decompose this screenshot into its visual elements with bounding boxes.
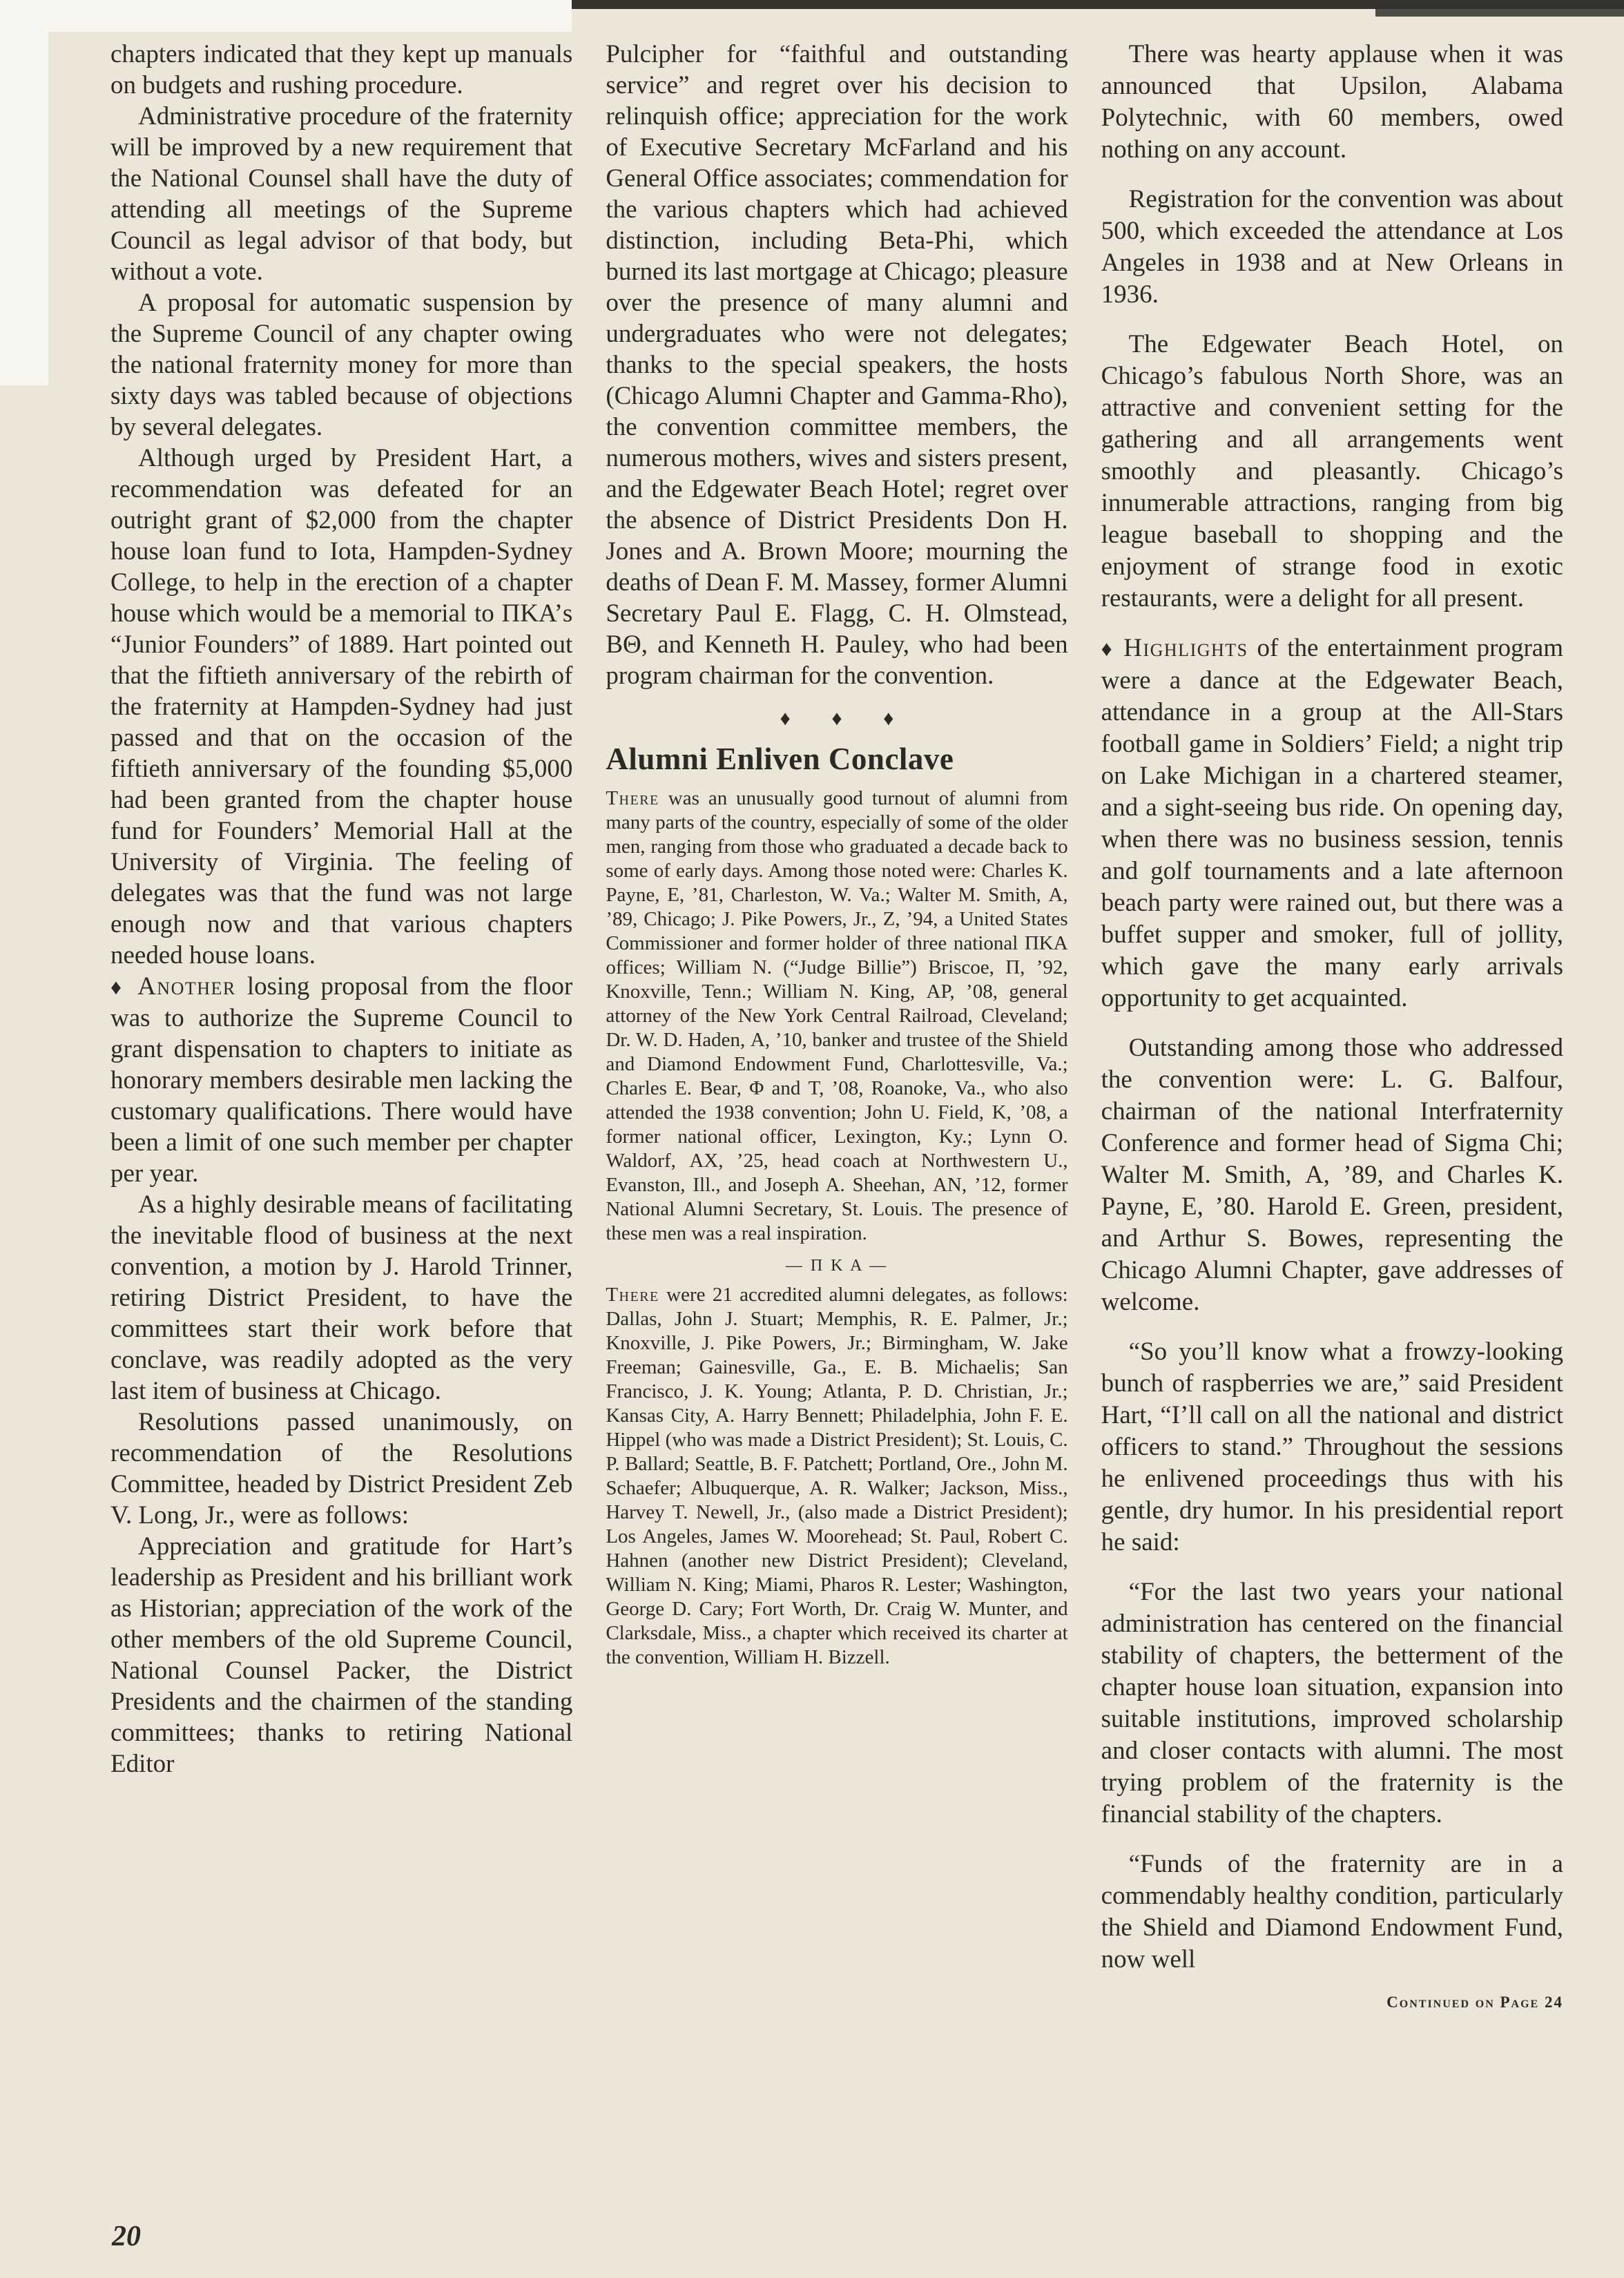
paragraph-text: The Edgewater Beach Hotel, on Chicago’s fabulous North Shore, was an attractive and convenient setting for the gathering and all arrangements went smoothly and pleasantly. Chicago’s innumerable attractions, ranging from big league baseball to shopping and the enjoyment of strange food in exotic restaurants, were a delight for all present. [1101, 330, 1563, 612]
diamond-separator: ♦ ♦ ♦ [780, 707, 912, 730]
continued-note: Continued on Page 24 [1386, 1994, 1563, 2011]
paragraph [110, 287, 572, 443]
paragraph [1101, 329, 1563, 615]
paragraph [606, 39, 1067, 691]
paragraph [1101, 184, 1563, 311]
paragraph [1101, 39, 1563, 166]
diamond-icon: ♦ [1101, 637, 1115, 661]
paragraph-text: were 21 accredited alumni delegates, as follows: Dallas, John J. Stuart; Memphis, R. E. Palmer, Jr.; Knoxville, J. Pike Powers, Jr.; Birmingham, W. Jake Freeman; Gainesville, Ga., E. B. Michaelis; San Francisco, J. K. Young; Atlanta, P. D. Christian, Jr.; Kansas City, A. Harry Bennett; Philadelphia, John F. E. Hippel (who was made a District President); St. Louis, C. P. Ballard; Seattle, B. F. Patchett; Portland, Ore., John M. Schaefer; Albuquerque, A. R. Walker; Jackson, Miss., Harvey T. Newell, Jr., (also made a District President); Los Angeles, James W. Moorehead; St. Paul, Robert C. Hahnen (another new District President); Cleveland, William N. King; Miami, Pharos R. Lester; Washington, George D. Cary; Fort Worth, Dr. Craig W. Munter, and Clarksdale, Miss., a chapter which received its charter at the convention, William H. Bizzell. [606, 1284, 1068, 1668]
column-3 [1101, 39, 1563, 2011]
page-content [110, 39, 1563, 2011]
paragraph-lead: Highlights [1123, 634, 1248, 662]
paragraph-text: chapters indicated that they kept up manuals on budgets and rushing procedure. [110, 40, 573, 99]
paragraph-lead: There [606, 1284, 659, 1306]
paragraph-text: losing proposal from the floor was to authorize the Supreme Council to grant dispensation to chapters to initiate as honorary members desirable men lacking the customary qualifications. There would have been a limit of one such member per chapter per year. [110, 972, 573, 1188]
paragraph-text: “Funds of the fraternity are in a commendably healthy condition, particularly the Shield and Diamond Endowment Fund, now well [1101, 1850, 1563, 1973]
paragraph [1101, 1336, 1563, 1558]
paragraph-text: was an unusually good turnout of alumni from many parts of the country, especially of some of the older men, ranging from those who graduated a decade back to some of early days. Among those noted were: Charles K. Payne, Ε, ’81, Charleston, W. Va.; Walter M. Smith, Α, ’89, Chicago; J. Pike Powers, Jr., Ζ, ’94, a United States Commissioner and former holder of three national ΠΚΑ offices; William N. (“Judge Billie”) Briscoe, Π, ’92, Knoxville, Tenn.; William N. King, ΑΡ, ’08, general attorney of the New York Central Railroad, Cleveland; Dr. W. D. Haden, Α, ’10, banker and trustee of the Shield and Diamond Endowment Fund, Charlottesville, Va.; Charles E. Bear, Φ and Τ, ’08, Roanoke, Va., who also attended the 1938 convention; John U. Field, Κ, ’08, a former national officer, Lexington, Ky.; Lynn O. Waldorf, ΑΧ, ’25, head coach at Northwestern U., Evanston, Ill., and Joseph A. Sheehan, ΑΝ, ’12, former National Alumni Secretary, St. Louis. The presence of these men was a real inspiration. [606, 787, 1068, 1244]
paragraph-text: “For the last two years your national administration has centered on the financial stability of chapters, the betterment of the chapter house loan situation, expansion into suitable institutions, improved scholarship and closer contacts with alumni. The most trying problem of the fraternity is the financial stability of the chapters. [1101, 1578, 1563, 1828]
paragraph [606, 786, 1067, 1246]
paragraph [110, 1531, 572, 1779]
scan-corner-top-white [0, 0, 572, 32]
paragraph-text: Registration for the convention was about 500, which exceeded the attendance at Los Angeles in 1938 and at New Orleans in 1936. [1101, 185, 1563, 309]
paragraph-text: Administrative procedure of the fraternity will be improved by a new requirement that the National Counsel shall have the duty of attending all meetings of the Supreme Council as legal advisor of that body, but without a vote. [110, 102, 573, 286]
paragraph [110, 39, 572, 101]
section-heading: Alumni Enliven Conclave [606, 742, 954, 776]
paragraph-text: “So you’ll know what a frowzy-looking bunch of raspberries we are,” said President Hart, “I’ll call on all the national and district officers to stand.” Throughout the sessions he enlivened proceedings thus with his gentle, dry humor. In his presidential report he said: [1101, 1338, 1563, 1556]
paragraph [110, 1189, 572, 1407]
column-1 [110, 39, 572, 2011]
paragraph [606, 1283, 1067, 1670]
paragraph-text: Although urged by President Hart, a recommendation was defeated for an outright grant of $2,000 from the chapter house loan fund to Iota, Hampden-Sydney College, to help in the erection of a chapter house which would be a memorial to ΠΚΑ’s “Junior Founders” of 1889. Hart pointed out that the fiftieth anniversary of the rebirth of the fraternity at Hampden-Sydney had just passed and that on the occasion of the fiftieth anniversary of the founding $5,000 had been granted from the chapter house fund for Founders’ Memorial Hall at the University of Virginia. The feeling of delegates was that the fund was not large enough now and that various chapters needed house loans. [110, 444, 573, 969]
paragraph [110, 443, 572, 971]
paragraph-text: Pulcipher for “faithful and outstanding service” and regret over his decision to relinquish office; appreciation for the work of Executive Secretary McFarland and his General Office associates; commendation for the various chapters which had achieved distinction, including Beta-Phi, which burned its last mortgage at Chicago; pleasure over the presence of many alumni and undergraduates who were not delegates; thanks to the special speakers, the hosts (Chicago Alumni Chapter and Gamma-Rho), the convention committee members, the numerous mothers, wives and sisters present, and the Edgewater Beach Hotel; regret over the absence of District Presidents Don H. Jones and A. Brown Moore; mourning the deaths of Dean F. M. Massey, former Alumni Secretary Paul E. Flagg, C. H. Olmstead, ΒΘ, and Kenneth H. Pauley, who had been program chairman for the convention. [606, 40, 1068, 690]
pika-separator: — Π Κ Α — [785, 1257, 889, 1275]
scan-edge-top-right [1375, 0, 1624, 17]
diamond-icon: ♦ [110, 975, 126, 999]
paragraph [1101, 1576, 1563, 1831]
paragraph-text: of the entertainment program were a dance at the Edgewater Beach, attendance in a group at the All-Stars football game in Soldiers’ Field; a night trip on Lake Michigan in a chartered steamer, and a sight-seeing bus ride. On opening day, when there was no business session, tennis and golf tournaments and a late afternoon beach party were rained out, but there was a buffet supper and smoker, full of jollity, which gave the many early arrivals opportunity to get acquainted. [1101, 634, 1563, 1012]
paragraph [1101, 633, 1563, 1014]
paragraph-lead: Another [137, 972, 236, 1001]
paragraph [110, 971, 572, 1189]
paragraph-text: Resolutions passed unanimously, on recommendation of the Resolutions Committee, headed by District President Zeb V. Long, Jr., were as follows: [110, 1408, 573, 1529]
paragraph-text: Appreciation and gratitude for Hart’s leadership as President and his brilliant work as Historian; appreciation of the work of the other members of the old Supreme Council, National Counsel Packer, the District Presidents and the chairmen of the standing committees; thanks to retiring National Editor [110, 1532, 573, 1778]
page-number: 20 [112, 2221, 141, 2252]
paragraph-lead: There [606, 787, 659, 809]
paragraph-text: A proposal for automatic suspension by the Supreme Council of any chapter owing the national fraternity money for more than sixty days was tabled because of objections by several delegates. [110, 289, 573, 441]
scan-corner-left-white [0, 0, 48, 385]
paragraph [1101, 1849, 1563, 1976]
paragraph-text: Outstanding among those who addressed the convention were: L. G. Balfour, chairman of the national Interfraternity Conference and former head of Sigma Chi; Walter M. Smith, Α, ’89, and Charles K. Payne, Ε, ’80. Harold E. Green, president, and Arthur S. Bowes, representing the Chicago Alumni Chapter, gave addresses of welcome. [1101, 1034, 1563, 1316]
paragraph [110, 1407, 572, 1531]
paragraph [1101, 1032, 1563, 1318]
column-2 [606, 39, 1067, 2011]
paragraph-text: As a highly desirable means of facilitating the inevitable flood of business at the next convention, a motion by J. Harold Trinner, retiring District President, to have the committees start their work before that conclave, was readily adopted as the very last item of business at Chicago. [110, 1190, 573, 1405]
paragraph-text: There was hearty applause when it was announced that Upsilon, Alabama Polytechnic, with 60 members, owed nothing on any account. [1101, 40, 1563, 164]
paragraph [110, 101, 572, 287]
